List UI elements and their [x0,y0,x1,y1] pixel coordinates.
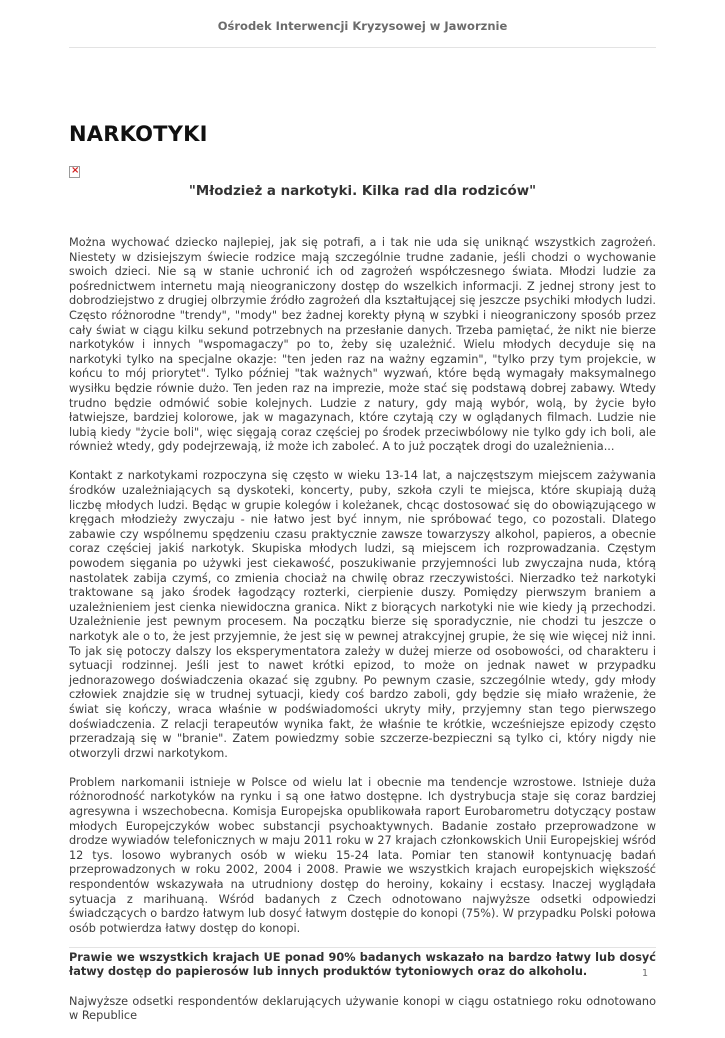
article [69,118,656,1038]
page-title: NARKOTYKI [69,122,208,146]
paragraph: Kontakt z narkotykami rozpoczyna się często w wieku 13-14 lat, a najczęstszym miejscem zażywania środków uzależniających są dyskoteki, koncerty, puby, szkoła czyli te miejsca, które skupiają dużą liczbę młodych ludzi. Będąc w grupie kolegów i koleżanek, chcąc dostosować się do obowiązującego w kręgach młodzieży zwyczaju - nie łatwo jest być innym, nie spróbować tego, co pozostali. Dlatego zabawie czy wspólnemu spędzeniu czasu praktycznie zawsze towarzyszy alkohol, papieros, a obecnie coraz częściej jakiś narkotyk. Skupiska młodych ludzi, są miejscem ich rozprowadzania. Częstym powodem sięgania po używki jest ciekawość, poszukiwanie przyjemności lub zwyczajna nuda, którą nastolatek zabija czymś, co zmienia chociaż na chwilę obraz rzeczywistości. Nierzadko też narkotyki traktowane są jako środek łagodzący rozterki, cierpienie duszy. Pomiędzy pierwszym braniem a uzależnieniem jest cienka niewidoczna granica. Nikt z biorących narkotyki nie wie kiedy ją przechodzi. Uzależnienie jest pewnym procesem. Na początku bierze się sporadycznie, nie chodzi tu jeszcze o narkotyk ale o to, że jest przyjemnie, że jest się w pewnej atrakcyjnej grupie, że się wie więcej niż inni. To jak się potoczy dalszy los eksperymentatora zależy w dużej mierze od osobowości, od charakteru i sytuacji rodzinnej. Jeśli jest to nawet krótki epizod, to może on jednak nawet w przypadku jednorazowego doświadczenia okazać się zgubny. Po pewnym czasie, szczególnie wtedy, gdy młody człowiek znajdzie się w trudnej sytuacji, kiedy coś bardzo zaboli, gdy będzie się miało wrażenie, że świat się kończy, wraca właśnie w podświadomości ukryty miły, przyjemny stan tego pierwszego doświadczenia. Z relacji terapeutów wynika fakt, że właśnie te krótkie, wcześniejsze epizody często przeradzają się w "branie". Zatem powiedzmy sobie szczerze-bezpieczni są tylko ci, który nigdy nie otworzyli drzwi narkotykom. [69,469,656,760]
page-footer-divider [69,947,656,948]
paragraph-bold: Prawie we wszystkich krajach UE ponad 90% badanych wskazało na bardzo łatwy lub dosyć łatwy dostęp do papierosów lub innych produktów tytoniowych oraz do alkoholu. [69,950,656,979]
page-number: 1 [641,968,648,979]
article-body [69,236,656,1024]
paragraph: Problem narkomanii istnieje w Polsce od wielu lat i obecnie ma tendencje wzrostowe. Istnieje duża różnorodność narkotyków na rynku i są one łatwo dostępne. Ich dystrybucja staje się coraz bardziej agresywna i wszechobecna. Komisja Europejska opublikowała raport Eurobarometru dotyczący postaw młodych Europejczyków wobec substancji psychoaktywnych. Badanie zostało przeprowadzone w drodze wywiadów telefonicznych w maju 2011 roku w 27 krajach członkowskich Unii Europejskiej wśród 12 tys. losowo wybranych osób w wieku 15-24 lata. Pomiar ten stanowił kontynuację badań przeprowadzonych w roku 2002, 2004 i 2008. Prawie we wszystkich krajach europejskich większość respondentów wskazywała na utrudniony dostęp do heroiny, kokainy i ecstasy. Inaczej wyglądała sytuacja z marihuaną. Wśród badanych z Czech odnotowano najwyższe odsetki odpowiedzi świadczących o bardzo łatwym lub dosyć łatwym dostępie do konopi (75%). W przypadku Polski połowa osób potwierdza łatwy dostęp do konopi. [69,775,656,935]
broken-image-icon: × [71,165,80,176]
header-title: Ośrodek Interwencji Kryzysowej w Jaworznie [217,19,508,33]
article-subtitle: "Młodzież a narkotyki. Kilka rad dla rodziców" [188,184,537,199]
page-header [69,0,656,48]
paragraph: Można wychować dziecko najlepiej, jak się potrafi, a i tak nie uda się uniknąć wszystkich zagrożeń. Niestety w dzisiejszym świecie rodzice mają szczególnie trudne zadanie, jeśli chodzi o wychowanie swoich dzieci. Nie są w stanie uchronić ich od zagrożeń współczesnego świata. Młodzi ludzie za pośrednictwem internetu mają nieograniczony dostęp do wszelkich informacji. Z jednej strony jest to dobrodziejstwo z drugiej olbrzymie źródło zagrożeń dla kształtującej się jeszcze psychiki młodych ludzi. Często różnorodne "trendy", "mody" bez żadnej korekty płyną w szybki i nieograniczony sposób przez cały świat w ciągu kilku sekund potrzebnych na przesłanie danych. Trzeba pamiętać, że nikt nie bierze narkotyków i innych "wspomagaczy" po to, żeby się uzależnić. Wielu młodych decyduje się na narkotyki tylko na specjalne okazje: "ten jeden raz na ważny egzamin", "tylko przy tym projekcie, w końcu to mój priorytet". Tylko później "tak ważnych" wyzwań, które będą wymagały maksymalnego wysiłku będzie równie dużo. Ten jeden raz na imprezie, może stać się podstawą dobrej zabawy. Wtedy trudno będzie odmówić sobie kolejnych. Ludzie z natury, gdy mają wybór, wolą, by życie było łatwiejsze, bardziej kolorowe, jak w magazynach, które czytają czy w oglądanych filmach. Ludzie nie lubią kiedy "życie boli", więc sięgają coraz częściej po środek przeciwbólowy nie tylko gdy ich boli, ale również wtedy, gdy podejrzewają, iż może ich zaboleć. A to już początek drogi do uzależnienia... [69,236,656,454]
paragraph: Najwyższe odsetki respondentów deklarujących używanie konopi w ciągu ostatniego roku odnotowano w Republice [69,994,656,1023]
